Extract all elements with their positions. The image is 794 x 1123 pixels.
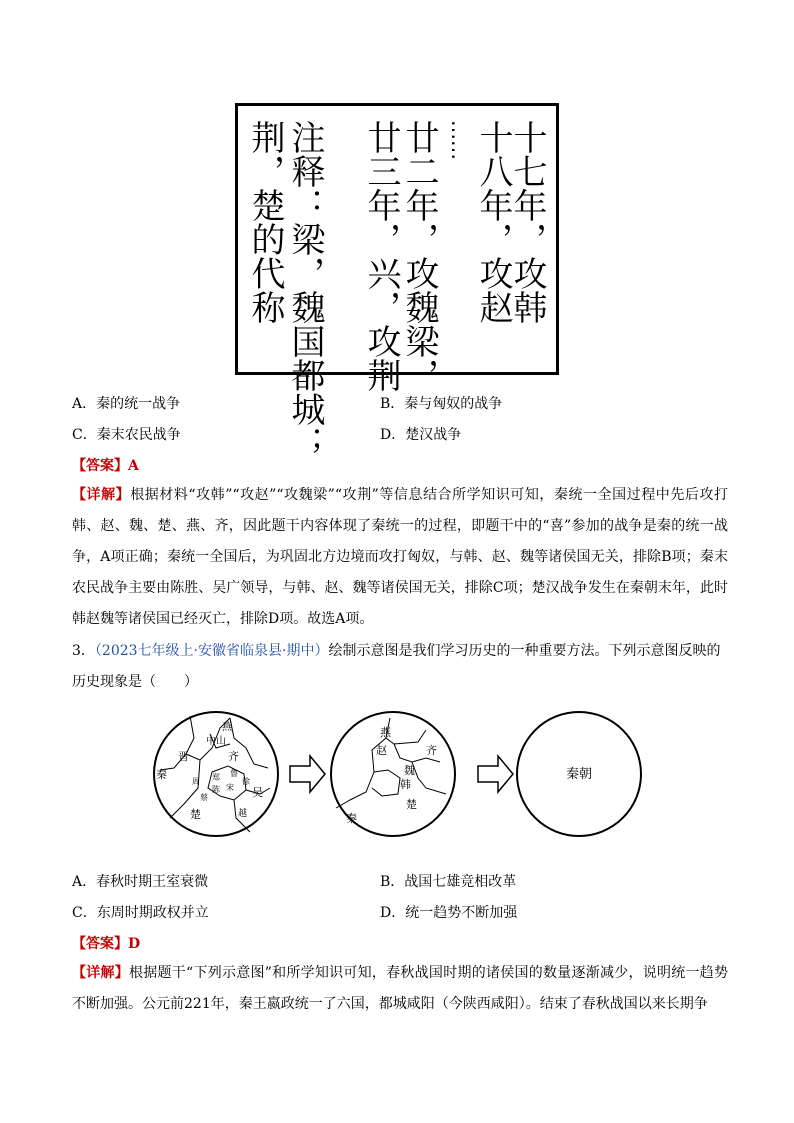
map1-label-qin: 秦	[156, 768, 167, 781]
arrow-right-icon	[478, 756, 513, 792]
quote-column-4: 廿二年，攻魏梁，	[399, 120, 439, 392]
map1-label-yue: 越	[238, 809, 248, 819]
q3-option-b[interactable]: B．战国七雄竞相改革	[380, 874, 517, 890]
map1-label-zhou: 周	[192, 777, 200, 786]
map2-label-wei: 魏	[404, 764, 415, 777]
quote-column-1: 十七年，攻韩	[507, 120, 547, 324]
q3-detail-label: 【详解】	[72, 965, 130, 981]
map1-label-zhongshan: 中山	[206, 736, 226, 747]
q2-answer-line	[72, 457, 139, 475]
q3-number: 3．	[72, 643, 95, 659]
q2-detail-label: 【详解】	[72, 487, 131, 503]
q2-detail	[72, 480, 728, 635]
map-qin-dynasty	[517, 712, 641, 836]
q3-option-c[interactable]: C．东周时期政权并立	[72, 905, 209, 921]
map1-label-wu: 吴	[252, 786, 263, 799]
q2-option-a[interactable]: A．秦的统一战争	[72, 396, 181, 412]
q3-stem	[72, 636, 728, 698]
map1-label-chu: 楚	[190, 808, 201, 821]
map1-label-chen: 陈	[212, 785, 220, 794]
q3-source: （2023七年级上·安徽省临泉县·期中）	[94, 643, 329, 659]
map2-label-yan: 燕	[380, 726, 391, 739]
arrow-right-icon	[290, 756, 325, 792]
q2-option-c[interactable]: C．秦末农民战争	[72, 427, 181, 443]
map1-label-jin: 晋	[178, 750, 189, 763]
q3-stem-text: 绘制示意图是我们学习历史的一种重要方法。下列示意图反映的历史现象是（ ）	[72, 643, 721, 690]
q3-answer-value: D	[128, 936, 141, 952]
map1-label-cai: 蔡	[200, 793, 208, 802]
quote-column-6: 注释：梁，魏国都城；	[285, 120, 325, 460]
q3-option-a[interactable]: A．春秋时期王室衰微	[72, 874, 209, 890]
map1-label-zheng: 郑	[212, 773, 220, 782]
map2-label-qi: 齐	[426, 744, 437, 757]
map-warring-states	[331, 712, 455, 836]
q2-answer-value: A	[128, 458, 139, 474]
q3-detail	[72, 958, 728, 1020]
map3-label-qin-dynasty: 秦朝	[566, 767, 593, 782]
quote-column-2: 十八年，攻赵	[473, 120, 513, 324]
quote-column-7: 荆，楚的代称	[245, 120, 285, 324]
q2-answer-label: 【答案】	[72, 458, 128, 474]
q3-option-d[interactable]: D．统一趋势不断加强	[380, 905, 518, 921]
q2-option-d[interactable]: D．楚汉战争	[380, 427, 462, 443]
map2-label-qin: 秦	[346, 812, 357, 825]
map1-label-xu: 徐	[242, 777, 250, 786]
map2-label-han: 韩	[400, 778, 411, 791]
maps-svg	[150, 708, 650, 848]
quote-column-3: ……	[447, 120, 471, 160]
q3-answer-label: 【答案】	[72, 936, 128, 952]
q3-detail-text: 根据题干“下列示意图”和所学知识可知，春秋战国时期的诸侯国的数量逐渐减少，说明统一趋势不断加强。公元前221年，秦王嬴政统一了六国，都城咸阳（今陕西咸阳）。结束了春秋战国以来长期争	[72, 965, 729, 1012]
q2-option-b[interactable]: B．秦与匈奴的战争	[380, 396, 503, 412]
map1-label-lu: 鲁	[230, 769, 238, 778]
map2-label-zhao: 赵	[376, 744, 387, 757]
map1-label-yan: 燕	[222, 722, 232, 733]
map1-label-song: 宋	[226, 783, 234, 792]
q2-detail-text: 根据材料“攻韩”“攻赵”“攻魏梁”“攻荆”等信息结合所学知识可知，秦统一全国过程中先后攻打韩、赵、魏、楚、燕、齐，因此题干内容体现了秦统一的过程，即题干中的“喜”参加的战争是秦的统一战争，A项正确；秦统一全国后，为巩固北方边境而攻打匈奴，与韩、赵、魏等诸侯国无关，排除B项；秦末农民战争主要由陈胜、吴广领导，与韩、赵、魏等诸侯国无关，排除C项；楚汉战争发生在秦朝末年，此时韩赵魏等诸侯国已经灭亡，排除D项。故选A项。	[72, 487, 728, 627]
q3-answer-line	[72, 935, 140, 953]
quote-column-5: 廿三年，兴，攻荆	[361, 120, 401, 392]
map-spring-autumn	[154, 712, 278, 836]
map2-label-chu: 楚	[406, 798, 417, 811]
map1-label-qi: 齐	[228, 750, 239, 763]
q3-maps-diagram	[150, 708, 650, 848]
